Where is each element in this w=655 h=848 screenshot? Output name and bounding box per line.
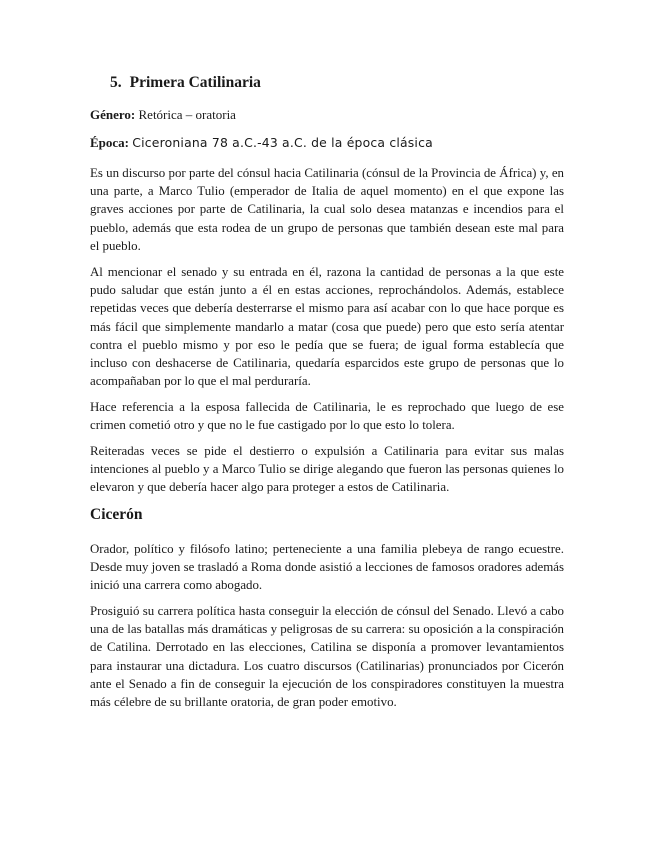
- paragraph: Hace referencia a la esposa fallecida de Catilinaria, le es reprochado que luego de ese crimen cometió otro y que no le fue castigado por lo que esto lo tolera.: [90, 400, 564, 433]
- paragraph: Reiteradas veces se pide el destierro o expulsión a Catilinaria para evitar sus malas intenciones al pueblo y a Marco Tulio se dirige alegando que fueron las personas quienes lo elevaron y que debería hacer algo para proteger a estos de Catilinaria.: [90, 444, 564, 495]
- paragraph: Es un discurso por parte del cónsul hacia Catilinaria (cónsul de la Provincia de África) y, en una parte, a Marco Tulio (emperador de Italia de aquel momento) en el que expone las graves acciones por parte de Catilinaria, la cual solo desea matanzas e incendios para el pueblo, además que esta rodea de un grupo de personas que también desean este mal para el pueblo.: [90, 166, 564, 253]
- genre-value: Retórica – oratoria: [138, 107, 236, 122]
- section-title: Primera Catilinaria: [129, 74, 261, 91]
- genre-line: [90, 107, 236, 123]
- epoca-line: [90, 135, 433, 151]
- paragraph: Orador, político y filósofo latino; perteneciente a una familia plebeya de rango ecuestre. Desde muy joven se trasladó a Roma donde asistió a lecciones de famosos oradores además inició una carrera como abogado.: [90, 542, 564, 593]
- epoca-label: Época:: [90, 135, 129, 150]
- section-heading-ciceron: Cicerón: [90, 506, 143, 523]
- epoca-value: Ciceroniana 78 a.C.-43 a.C. de la época clásica: [132, 135, 433, 150]
- section-number: 5.: [110, 74, 122, 91]
- paragraph: Prosiguió su carrera política hasta conseguir la elección de cónsul del Senado. Llevó a cabo una de las batallas más dramáticas y peligrosas de su carrera: su oposición a la conspiración de Catilina. Derrotado en las elecciones, Catilina se disponía a promover levantamientos para instaurar una dictadura. Los cuatro discursos (Catilinarias) pronunciados por Cicerón ante el Senado a fin de conseguir la ejecución de los conspiradores constituyen la muestra más célebre de su brillante oratoria, de gran poder emotivo.: [90, 604, 564, 710]
- genre-label: Género:: [90, 107, 136, 122]
- paragraph: Al mencionar el senado y su entrada en él, razona la cantidad de personas a la que este pudo saludar que están junto a él en estas acciones, reprochándolos. Además, establece repetidas veces que debería desterrarse el mismo para así acabar con lo que hace porque es más fácil que simplemente mandarlo a matar (cosa que puede) pero que esto sería atentar contra el pueblo mismo y por eso le pedía que se fuera; de igual forma establecía que incluso con deshacerse de Catilinaria, quedaría esparcidos este grupo de personas que lo acompañaban por lo que el mal perduraría.: [90, 265, 564, 389]
- section-heading-primera-catilinaria: [110, 74, 261, 92]
